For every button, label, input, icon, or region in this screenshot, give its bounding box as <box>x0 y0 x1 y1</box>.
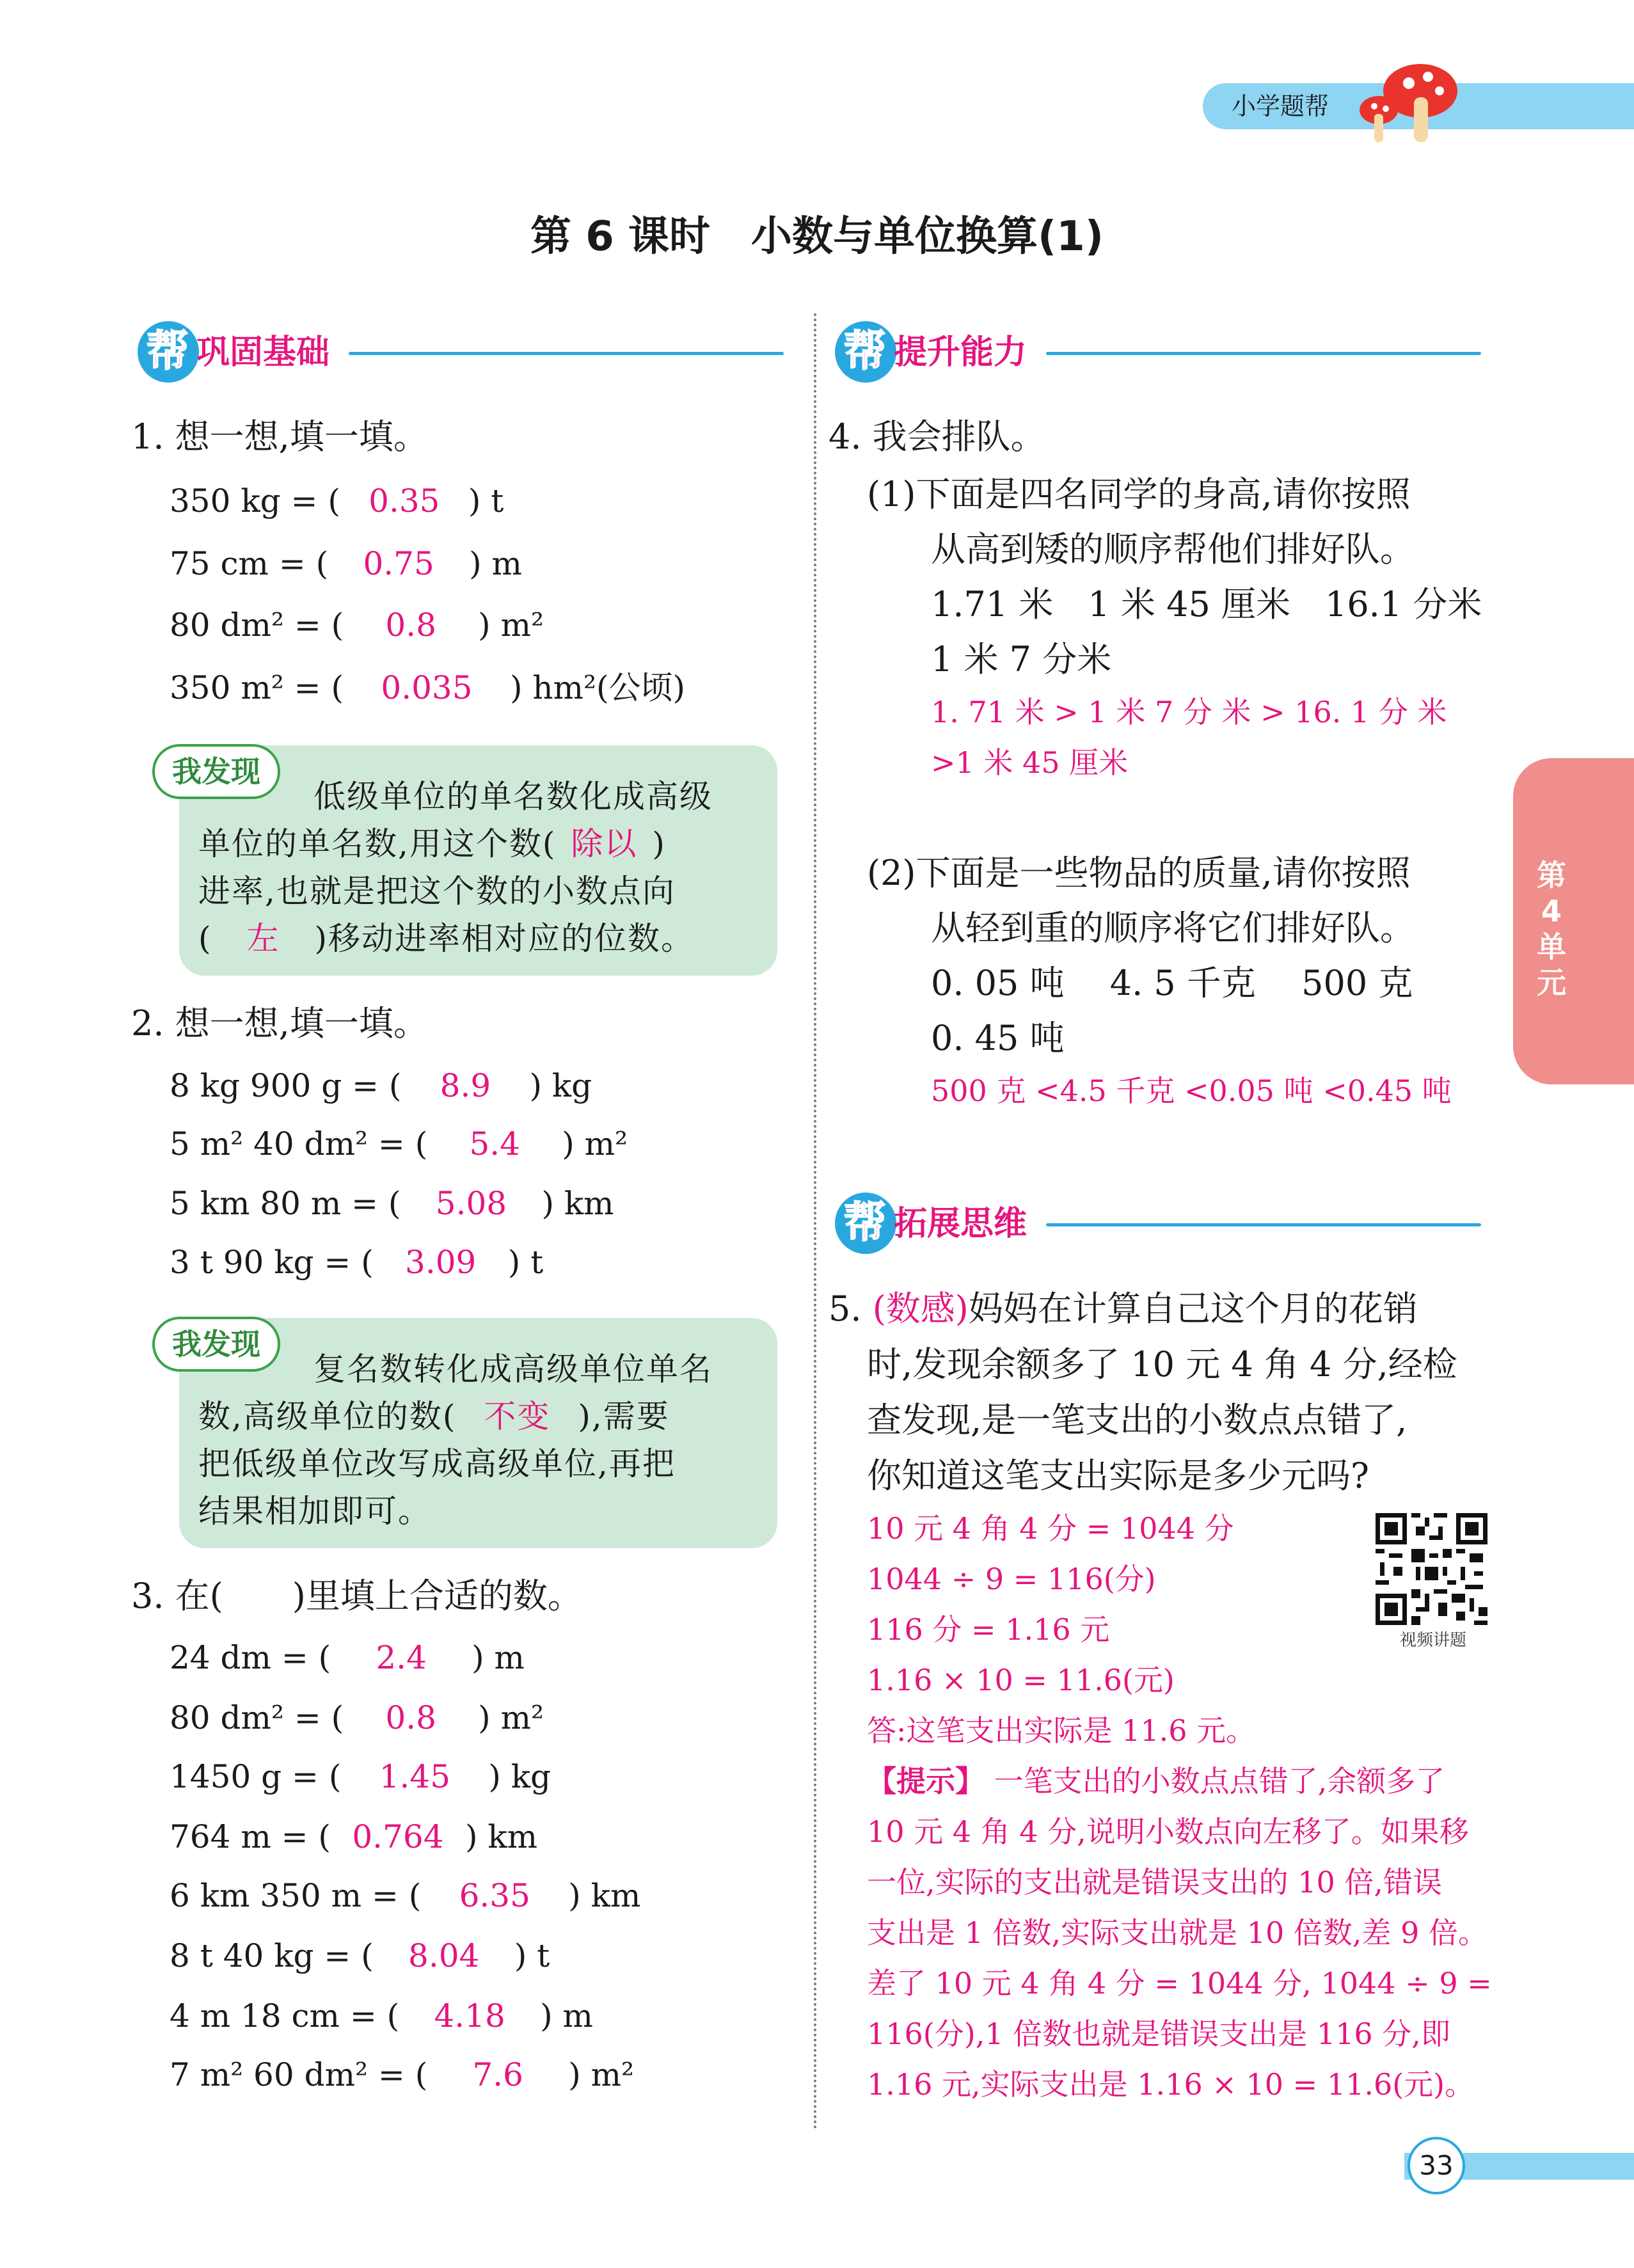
q3-row-7: 4 m 18 cm = ( 4.18 ) m <box>170 1997 593 2034</box>
q5-hint-line-6: 116(分),1 倍数也就是错误支出是 116 分,即 <box>867 2017 1450 2051</box>
discovery-1-line-2: 单位的单名数,用这个数( 除以 ) <box>198 825 666 862</box>
question-2-title: 2. 想一想,填一填。 <box>131 1003 428 1043</box>
brand-name: 小学题帮 <box>1232 92 1329 120</box>
q5-solution-4: 1.16 × 10 = 11.6(元) <box>867 1663 1175 1697</box>
discovery-badge-2: 我发现 <box>152 1317 280 1372</box>
question-5-line-3: 查发现,是一笔支出的小数点点错了, <box>867 1400 1408 1440</box>
discovery-1-line-3: 进率,也就是把这个数的小数点向 <box>198 873 676 910</box>
q3-row-6: 8 t 40 kg = ( 8.04 ) t <box>170 1937 550 1974</box>
page-title: 第 6 课时 小数与单位换算(1) <box>530 213 1104 260</box>
q5-solution-3: 116 分 = 1.16 元 <box>867 1612 1110 1647</box>
discovery-2-line-1: 复名数转化成高级单位单名 <box>313 1351 713 1388</box>
unit-side-tab-label: 第 4 单 元 <box>1537 858 1566 1000</box>
qr-code-icon[interactable] <box>1376 1513 1487 1625</box>
question-5-line-1: 5. (数感)妈妈在计算自己这个月的花销 <box>829 1289 1418 1329</box>
q4-part1-line-1: (1)下面是四名同学的身高,请你按照 <box>867 474 1411 514</box>
q4-part2-data-1: 0. 05 吨 4. 5 千克 500 克 <box>931 963 1413 1003</box>
question-5-line-4: 你知道这笔支出实际是多少元吗? <box>867 1455 1369 1496</box>
q4-part2-line-1: (2)下面是一些物品的质量,请你按照 <box>867 853 1411 893</box>
q4-part1-data-1: 1.71 米 1 米 45 厘米 16.1 分米 <box>931 584 1482 624</box>
qr-caption: 视频讲题 <box>1399 1631 1466 1650</box>
section-banner-basic: 帮 巩固基础 <box>138 320 784 384</box>
q3-row-4: 764 m = ( 0.764 ) km <box>170 1818 538 1855</box>
q4-part2-data-2: 0. 45 吨 <box>931 1018 1065 1058</box>
q5-hint-line-1: 【提示】 一笔支出的小数点点错了,余额多了 <box>867 1764 1445 1798</box>
question-4-title: 4. 我会排队。 <box>829 416 1045 457</box>
question-3-title: 3. 在( )里填上合适的数。 <box>131 1576 582 1616</box>
discovery-2-line-4: 结果相加即可。 <box>198 1493 431 1530</box>
q3-row-2: 80 dm² = ( 0.8 ) m² <box>170 1699 544 1736</box>
q5-solution-1: 10 元 4 角 4 分 = 1044 分 <box>867 1511 1234 1546</box>
q3-row-3: 1450 g = ( 1.45 ) kg <box>170 1758 551 1795</box>
q5-solution-2: 1044 ÷ 9 = 116(分) <box>867 1562 1156 1596</box>
q4-part1-answer-2: >1 米 45 厘米 <box>931 745 1129 780</box>
q2-row-3: 5 km 80 m = ( 5.08 ) km <box>170 1185 614 1222</box>
section-banner-expand: 帮 拓展思维 <box>835 1191 1481 1255</box>
discovery-1-line-4: ( 左 )移动进率相对应的位数。 <box>198 920 695 957</box>
q3-row-8: 7 m² 60 dm² = ( 7.6 ) m² <box>170 2056 635 2093</box>
q5-hint-line-2: 10 元 4 角 4 分,说明小数点向左移了。如果移 <box>867 1814 1469 1849</box>
q2-row-1: 8 kg 900 g = ( 8.9 ) kg <box>170 1067 592 1104</box>
question-1-title: 1. 想一想,填一填。 <box>131 416 428 457</box>
q1-row-4: 350 m² = ( 0.035 ) hm²(公顷) <box>170 669 686 706</box>
q1-row-1: 350 kg = ( 0.35 ) t <box>170 482 504 519</box>
q3-row-1: 24 dm = ( 2.4 ) m <box>170 1639 525 1676</box>
q5-hint-line-7: 1.16 元,实际支出是 1.16 × 10 = 11.6(元)。 <box>867 2067 1475 2102</box>
q5-hint-line-4: 支出是 1 倍数,实际支出就是 10 倍数,差 9 倍。 <box>867 1915 1488 1950</box>
q2-row-4: 3 t 90 kg = ( 3.09 ) t <box>170 1244 544 1281</box>
q4-part1-line-2: 从高到矮的顺序帮他们排好队。 <box>931 529 1415 569</box>
q5-hint-line-3: 一位,实际的支出就是错误支出的 10 倍,错误 <box>867 1865 1443 1899</box>
q2-row-2: 5 m² 40 dm² = ( 5.4 ) m² <box>170 1125 628 1162</box>
section-banner-improve: 帮 提升能力 <box>835 320 1481 384</box>
q3-row-5: 6 km 350 m = ( 6.35 ) km <box>170 1877 641 1914</box>
q1-row-2: 75 cm = ( 0.75 ) m <box>170 545 522 582</box>
column-divider <box>814 313 816 2130</box>
q5-answer: 答:这笔支出实际是 11.6 元。 <box>867 1713 1256 1748</box>
q4-part1-answer-1: 1. 71 米 > 1 米 7 分 米 > 16. 1 分 米 <box>931 695 1447 729</box>
q5-hint-line-5: 差了 10 元 4 角 4 分 = 1044 分, 1044 ÷ 9 = <box>867 1966 1492 2001</box>
page-number: 33 <box>1408 2137 1465 2194</box>
discovery-1-line-1: 低级单位的单名数化成高级 <box>313 778 713 815</box>
q4-part2-line-2: 从轻到重的顺序将它们排好队。 <box>931 908 1415 948</box>
q4-part1-data-2: 1 米 7 分米 <box>931 639 1112 679</box>
discovery-badge-1: 我发现 <box>152 744 280 799</box>
question-5-line-2: 时,发现余额多了 10 元 4 角 4 分,经检 <box>867 1344 1457 1384</box>
q1-row-3: 80 dm² = ( 0.8 ) m² <box>170 607 544 644</box>
discovery-2-line-2: 数,高级单位的数( 不变 ),需要 <box>198 1398 670 1435</box>
discovery-2-line-3: 把低级单位改写成高级单位,再把 <box>198 1445 676 1482</box>
mushroom-icon <box>1350 59 1465 148</box>
q4-part2-answer: 500 克 <4.5 千克 <0.05 吨 <0.45 吨 <box>931 1074 1452 1108</box>
